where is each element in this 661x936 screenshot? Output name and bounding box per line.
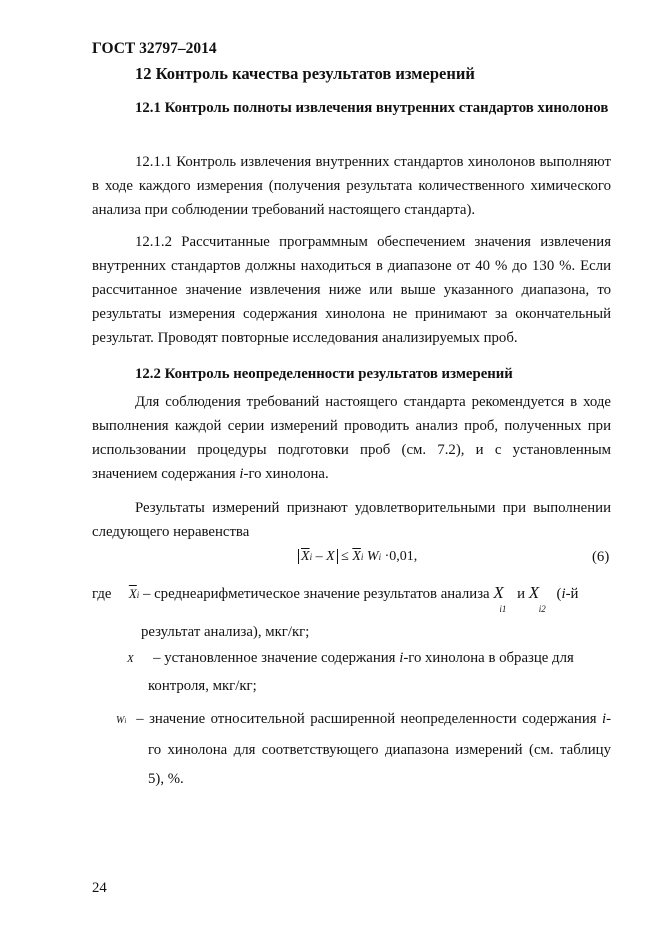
where-def-2-i: i <box>399 650 404 666</box>
where-sym-x: X <box>127 653 134 665</box>
where-def-3-text-a: – значение относительной расширенной неопределенности содержания <box>136 711 602 727</box>
equation-number: (6) <box>592 549 610 565</box>
paragraph-12-2-a-text: Для соблюдения требований настоящего стандарта рекомендуется в ходе выполнения каждой серии измерений проводить анализ проб, полученных при использовании процедуры подготовки проб (см. 7.2), и с установленным значением содержания <box>92 394 611 482</box>
page-number: 24 <box>92 880 107 896</box>
where-sym-mean-x: $\overline{X}$ <box>128 586 137 601</box>
where-label: где <box>92 586 112 602</box>
formula-le: ≤ <box>337 549 353 564</box>
where-def-1-text: – среднеарифметическое значение результатов анализа <box>143 586 490 602</box>
where-paren: ( <box>556 586 562 602</box>
paragraph-12-1-1: 12.1.1 Контроль извлечения внутренних стандартов хинолонов выполняют в ходе каждого измерения (получения результата количественного химического анализа при соблюдении требований настоящего стандарта). <box>92 154 611 218</box>
where-line-1-cont: результат анализа), мкг/кг; <box>141 624 310 640</box>
formula-w-sub: i <box>378 552 382 562</box>
paragraph-12-2-b: Результаты измерений признают удовлетворительными при выполнении следующего неравенства <box>92 500 611 540</box>
where-def-2-text-a: – установленное значение содержания <box>153 650 400 666</box>
where-def-3-text-b: -го хинолона для соответствующего диапазона измерений (см. таблицу 5), %. <box>148 711 611 787</box>
paragraph-12-2-a <box>92 390 611 486</box>
paragraph-12-2-a-i: i <box>239 466 244 482</box>
formula-minus-x: – X <box>312 549 335 564</box>
where-line-2 <box>127 650 611 667</box>
formula-rhs-x-sub: i <box>360 552 364 562</box>
where-def-2-text-b: -го хинолона в образце для <box>403 650 574 666</box>
where-line-2-cont: контроля, мкг/кг; <box>148 678 257 694</box>
paragraph-12-1-2: 12.1.2 Рассчитанные программным обеспечением значения извлечения внутренних стандартов должны находиться в диапазоне от 40 % до 130 %. Если рассчитанное значение извлечения ниже или выше указанного диапазона, то результаты измерения содержания хинолона не принимают за окончательный результат. Проводят повторные исследования анализируемых проб. <box>92 234 611 346</box>
formula-mean-x-sub: i <box>309 552 313 562</box>
where-xi2: X i2 <box>528 583 546 614</box>
where-def-3 <box>116 705 611 794</box>
formula-w: W <box>363 549 379 564</box>
formula-mean-x: $\overline{X}$ <box>301 549 310 564</box>
document-header: ГОСТ 32797–2014 <box>92 40 217 57</box>
where-def-3-i: i <box>601 711 607 727</box>
where-sym-w-sub: i <box>124 717 127 725</box>
where-sym-mean-x-sub: i <box>136 590 140 600</box>
where-and: и <box>517 586 526 602</box>
section-title: 12 Контроль качества результатов измерений <box>135 64 475 83</box>
where-i: i <box>561 586 566 602</box>
where-sym-w: W <box>116 715 125 726</box>
subsection-2-title: 12.2 Контроль неопределенности результатов измерений <box>135 366 513 382</box>
where-xi1: X i1 <box>493 583 507 614</box>
formula-rhs-x: $\overline{X}$ <box>352 549 361 564</box>
inequality-formula <box>298 549 417 565</box>
where-ith: -й <box>565 586 579 602</box>
formula-tail: ·0,01, <box>381 549 418 564</box>
abs-value-group <box>298 549 338 564</box>
paragraph-12-2-a-tail: -го хинолона. <box>243 466 329 482</box>
where-line-1 <box>92 583 579 614</box>
subsection-1-title: 12.1 Контроль полноты извлечения внутренних стандартов хинолонов <box>135 100 609 116</box>
